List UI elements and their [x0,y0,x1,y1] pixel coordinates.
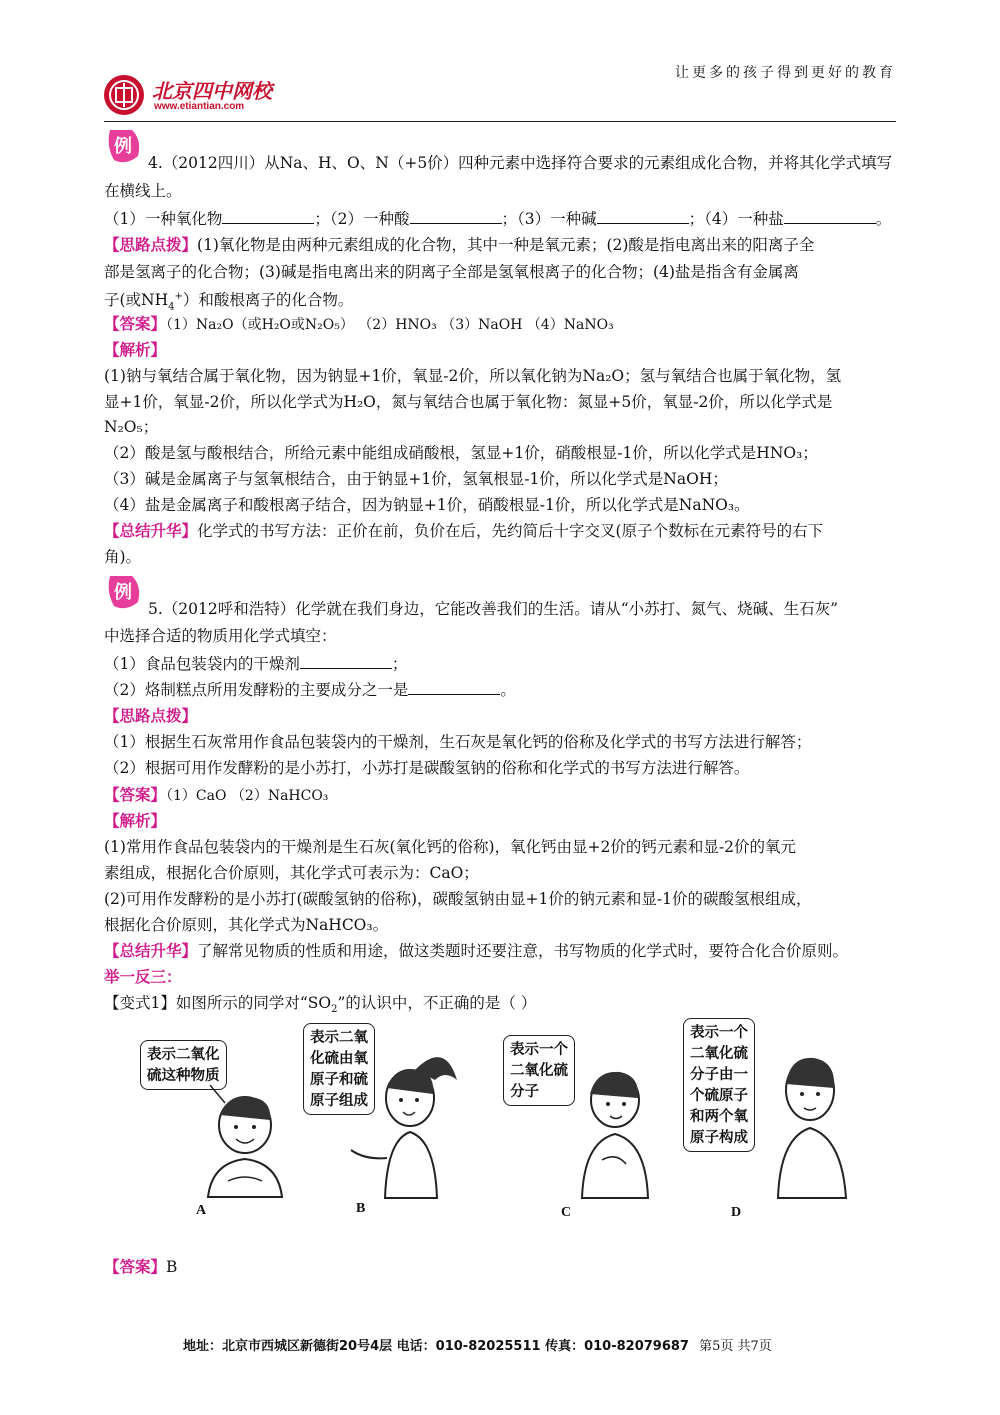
q4-blank3-label: ；（3）一种碱 [501,210,597,228]
q4-analysis-line5: （3）碱是金属离子与氢氧根结合，由于钠显+1价，氢氧根显-1价，所以化学式是NaOH； [104,470,728,488]
q4-blank1-label: （1）一种氧化物 [104,210,223,228]
boy-c-illustration [560,1060,660,1200]
q4-hint-line1 [104,234,814,256]
q5-blank2-end: 。 [500,681,516,699]
q5-blank1-label: （1）食品包装袋内的干燥剂 [104,655,300,673]
logo-url: www.etiantian.com [154,101,245,112]
footer [183,1335,772,1354]
bubble-c-line: 分子 [510,1083,539,1100]
q5-answer-tag: 【答案】 [104,785,167,804]
q5-summary-text1: 了解常见物质的性质和用途，做这类题时还要注意，书写物质的化学式时，要符合化合价原则。 [197,942,849,960]
q4-stem-line1: 4.（2012四川）从Na、H、O、N（+5价）四种元素中选择符合要求的元素组成化合物，并将其化学式填写 [148,154,893,172]
practice-variant1 [104,992,536,1021]
q4-blank4[interactable] [784,207,876,224]
svg-text:例: 例 [114,136,132,157]
q4-analysis-line2: 显+1价，氧显-2价，所以化学式为H₂O，氮与氧结合也属于氧化物：氮显+5价，氧显-2价，所以化学式是 [104,393,833,411]
bubble-b-line: 化硫由氧 [310,1050,368,1067]
practice-variant1-b: ”的认识中，不正确的是（ ） [337,994,537,1012]
header-slogan: 让更多的孩子得到更好的教育 [675,65,896,81]
q4-hint3-sub: 4 [168,301,175,313]
footer-contact: 地址：北京市西城区新德街20号4层 电话：010-82025511 传真：010-82079687 [183,1339,689,1354]
q5-blank1-end: ； [391,655,408,673]
q5-analysis-tag: 【解析】 [104,811,167,830]
girl-b-illustration [345,1040,465,1200]
practice-variant1-sub: 2 [331,1004,338,1016]
practice-answer [104,1256,177,1278]
bubble-c-line: 表示一个 [510,1041,568,1058]
q4-blank2[interactable] [410,207,502,224]
q4-answer [104,313,614,336]
footer-page: 第5页 共7页 [699,1339,772,1354]
q4-analysis-line4: （2）酸是氢与酸根结合，所给元素中能组成硝酸根，氢显+1价，硝酸根显-1价，所以化学式是HNO₃； [104,444,818,462]
q4-blanks [104,207,891,230]
logo-name: 北京四中网校 [152,79,272,103]
bubble-a-line: 硫这种物质 [147,1067,220,1084]
logo-emblem-icon [102,73,146,117]
q5-blank2-line [104,678,516,701]
figure-c-label: C [561,1205,572,1220]
q4-summary-line2: 角)。 [104,548,142,566]
figure-a-label: A [196,1203,207,1218]
q5-summary-tag: 【总结升华】 [104,941,198,960]
q5-hint-line1: （1）根据生石灰常用作食品包装袋内的干燥剂，生石灰是氧化钙的俗称及化学式的书写方法进行解答； [104,733,812,751]
q5-blank2-label: （2）烙制糕点所用发酵粉的主要成分之一是 [104,681,409,699]
q5-summary-line1 [104,940,848,962]
q4-stem-line2: 在横线上。 [104,182,182,200]
boy-a-illustration [190,1085,300,1200]
header-rule [104,121,896,122]
practice-heading: 举一反三： [104,967,182,986]
q5-blank1-line [104,652,407,675]
practice-answer-text: B [166,1258,178,1276]
q4-summary-line1 [104,520,823,542]
example-badge-q4 [104,126,144,170]
bubble-a [140,1040,227,1090]
q5-analysis-line3: (2)可用作发酵粉的是小苏打(碳酸氢钠的俗称)，碳酸氢钠由显+1价的钠元素和显-1价的碳酸氢根组成， [104,890,812,908]
bubble-d-line: 表示一个 [690,1024,748,1041]
q4-blank3[interactable] [597,207,689,224]
bubble-d [683,1018,755,1152]
q4-hint-line2: 部是氢离子的化合物；(3)碱是指电离出来的阴离子全部是氢氧根离子的化合物；(4)盐是指含有金属离 [104,263,799,281]
logo [102,73,302,117]
q4-answer-tag: 【答案】 [104,314,167,333]
q4-summary-tag: 【总结升华】 [104,521,198,540]
q4-summary-text1: 化学式的书写方法：正价在前，负价在后，先约简后十字交叉(原子个数标在元素符号的右下 [197,522,824,540]
q4-analysis-line1: (1)钠与氧结合属于氧化物，因为钠显+1价，氧显-2价，所以氧化钠为Na₂O；氢与氧结合也属于氧化物，氢 [104,367,842,385]
q4-blank4-label: ；（4）一种盐 [688,210,784,228]
figure-d-label: D [731,1205,742,1220]
q5-blank2[interactable] [408,678,500,695]
q4-analysis-tag: 【解析】 [104,340,167,359]
figure-b-label: B [356,1201,366,1216]
q5-hint-tag: 【思路点拨】 [104,706,198,725]
example-badge-icon [104,126,144,166]
bubble-d-line: 和两个氧 [690,1108,748,1125]
q5-hint-line2: （2）根据可用作发酵粉的是小苏打，小苏打是碳酸氢钠的俗称和化学式的书写方法进行解答。 [104,759,750,777]
bubble-d-line: 个硫原子 [690,1087,748,1104]
q5-answer-text: （1）CaO （2）NaHCO₃ [166,788,329,804]
q4-blank1[interactable] [222,207,314,224]
example-badge-icon [104,572,144,612]
q4-hint3b: ）和酸根离子的化合物。 [182,291,354,310]
q4-hint-text1: (1)氧化物是由两种元素组成的化合物，其中一种是氧元素；(2)酸是指电离出来的阳离子全 [197,236,815,254]
q5-analysis-line4: 根据化合价原则，其化学式为NaHCO₃。 [104,916,389,934]
practice-variant1-a: 【变式1】如图所示的同学对“SO [104,994,332,1012]
q4-analysis-line3: N₂O₅； [104,418,159,436]
bubble-b-line: 表示二氧 [310,1029,368,1046]
q4-answer-text: （1）Na₂O（或H₂O或N₂O₅） （2）HNO₃ （3）NaOH （4）NaNO₃ [166,317,614,333]
bubble-d-line: 原子构成 [690,1129,748,1146]
bubble-b-line: 原子组成 [310,1092,368,1109]
q5-analysis-line2: 素组成，根据化合价原则，其化学式可表示为：CaO； [104,864,479,882]
bubble-d-line: 分子由一 [690,1066,748,1083]
boy-d-illustration [770,1048,865,1200]
q5-answer [104,784,328,807]
bubble-b-line: 原子和硫 [310,1071,368,1088]
bubble-a-line: 表示二氧化 [147,1046,220,1063]
q4-hint-tag: 【思路点拨】 [104,235,198,254]
q5-stem-line1: 5.（2012呼和浩特）化学就在我们身边，它能改善我们的生活。请从“小苏打、氮气、烧碱、生石灰” [148,600,839,618]
q4-hint3a: 子(或NH [104,291,169,310]
bubble-c-line: 二氧化硫 [510,1062,568,1079]
example-badge-q5 [104,572,144,616]
practice-answer-tag: 【答案】 [104,1257,167,1276]
q4-blanks-end: 。 [875,210,892,228]
q4-blank2-label: ；（2）一种酸 [314,210,410,228]
svg-text:例: 例 [114,582,132,603]
q4-analysis-line6: （4）盐是金属离子和酸根离子结合，因为钠显+1价，硝酸根显-1价，所以化学式是NaNO₃。 [104,496,750,514]
q5-analysis-line1: (1)常用作食品包装袋内的干燥剂是生石灰(氧化钙的俗称)，氧化钙由显+2价的钙元素和显-2价的氧元 [104,838,797,856]
q5-blank1[interactable] [300,652,392,669]
q5-stem-line2: 中选择合适的物质用化学式填空： [104,627,337,645]
q4-hint3-sup: + [174,291,183,302]
bubble-d-line: 二氧化硫 [690,1045,748,1062]
